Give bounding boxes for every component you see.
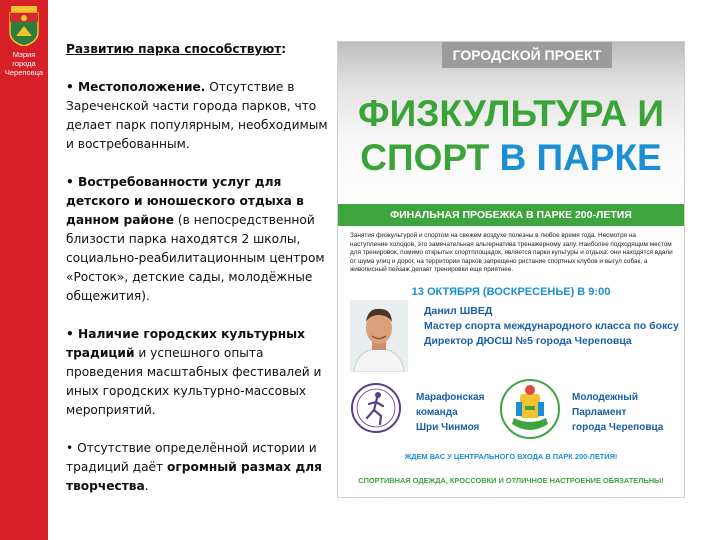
poster-date: 13 ОКТЯБРЯ (ВОСКРЕСЕНЬЕ) В 9:00 bbox=[411, 286, 611, 298]
poster-title-green: СПОРТ bbox=[360, 137, 500, 178]
org2-line: Парламент bbox=[572, 407, 627, 418]
paragraph-creativity-end: . bbox=[144, 479, 149, 493]
org1-line: Шри Чинмоя bbox=[416, 422, 480, 433]
paragraph-creativity-bold: огромный размах для творчества bbox=[66, 460, 322, 493]
event-poster bbox=[337, 41, 685, 498]
poster-tag: ГОРОДСКОЙ ПРОЕКТ bbox=[442, 42, 612, 68]
poster-title-line2 bbox=[338, 138, 684, 178]
left-red-sidebar bbox=[0, 0, 48, 540]
poster-title-line1: ФИЗКУЛЬТУРА И bbox=[358, 93, 664, 134]
text-heading-paragraph bbox=[66, 40, 328, 59]
org1-line: команда bbox=[416, 407, 458, 418]
main-text bbox=[66, 40, 328, 515]
poster-org2 bbox=[572, 390, 663, 435]
poster-footer-dresscode: СПОРТИВНАЯ ОДЕЖДА, КРОССОВКИ И ОТЛИЧНОЕ НАСТРОЕНИЕ ОБЯЗАТЕЛЬНЫ! bbox=[358, 476, 664, 485]
paragraph-creativity bbox=[66, 439, 328, 496]
paragraph-traditions-text: и успешного опыта проведения масштабных фестивалей и иных городских культурно-массовых мероприятий. bbox=[66, 346, 322, 417]
paragraph-location-text: Отсутствие в Зареченской части города парков, что делает парк популярным, необходимым и востребованным. bbox=[66, 80, 328, 151]
person-title: Мастер спорта международного класса по боксу bbox=[424, 320, 679, 332]
paragraph-location-bold: • Местоположение. bbox=[66, 80, 206, 94]
poster-description: Занятия физкультурой и спортом на свежем воздухе полезны в любое время года. Несмотря на наступление холодов, это замечательная альтернатива тренажерному залу. Наиболее подходящим местом для тренировок, помимо открытых спортплощадок, является парки культуры и отдыха: они находятся вдали от шума улиц и дорог, на территории парков запрещено ристание спортных клубов и выгул собак, а живописный пейзаж делает тренировки еще приятнее. bbox=[350, 232, 673, 274]
poster-footer-invite: ЖДЕМ ВАС У ЦЕНТРАЛЬНОГО ВХОДА В ПАРК 200-ЛЕТИЯ! bbox=[404, 452, 618, 461]
paragraph-creativity-text: • Отсутствие определённой истории и традиций даёт bbox=[66, 441, 317, 474]
poster-org1 bbox=[416, 390, 484, 435]
paragraph-demand-bold: • Востребованности услуг для детского и юношеского отдыха в данном районе bbox=[66, 175, 304, 227]
org2-line: Молодежный bbox=[572, 392, 638, 403]
youth-parliament-logo-icon bbox=[498, 378, 562, 440]
org2-line: города Череповца bbox=[572, 422, 664, 433]
poster-person-info bbox=[424, 304, 680, 349]
sidebar-label-line: Мэрия bbox=[12, 50, 36, 59]
sidebar-label bbox=[2, 50, 46, 77]
paragraph-traditions bbox=[66, 325, 328, 420]
sidebar-label-line: Череповца bbox=[4, 68, 44, 77]
runner-emblem-icon bbox=[350, 382, 402, 434]
org1-line: Марафонская bbox=[416, 392, 485, 403]
heading-colon: : bbox=[281, 42, 287, 56]
paragraph-demand-text: (в непосредственной близости парка находятся 2 школы, социально-реабилитационным центром «Росток», детские сады, молодёжные общежития). bbox=[66, 213, 325, 303]
text-heading: Развитию парка способствуют bbox=[66, 42, 282, 56]
poster-event-banner: ФИНАЛЬНАЯ ПРОБЕЖКА В ПАРКЕ 200-ЛЕТИЯ bbox=[338, 204, 684, 226]
sidebar-label-line: города bbox=[12, 59, 36, 68]
person-position: Директор ДЮСШ №5 города Череповца bbox=[424, 335, 632, 347]
city-coat-of-arms-icon bbox=[8, 6, 40, 46]
athlete-portrait-photo bbox=[350, 300, 408, 372]
person-name: Данил ШВЕД bbox=[424, 305, 493, 317]
paragraph-traditions-bold: • Наличие городских культурных традиций bbox=[66, 327, 306, 360]
paragraph-demand bbox=[66, 173, 328, 306]
poster-title-blue: В ПАРКЕ bbox=[499, 137, 662, 178]
paragraph-location bbox=[66, 78, 328, 154]
